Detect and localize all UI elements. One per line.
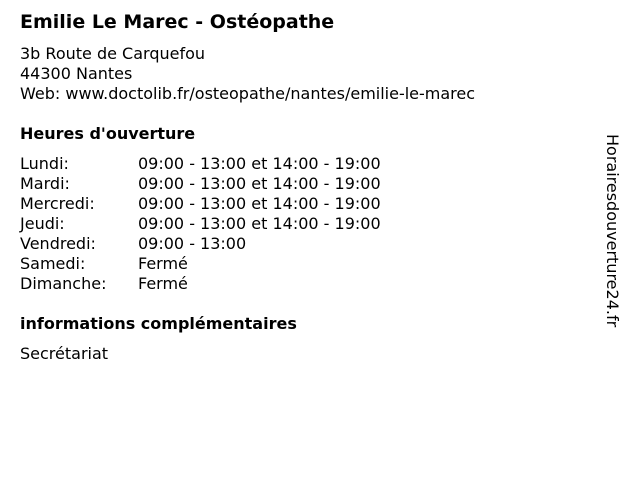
additional-info-text: Secrétariat xyxy=(20,344,109,363)
website-line: Web: www.doctolib.fr/osteopathe/nantes/emilie-le-marec xyxy=(20,84,476,103)
site-watermark: Horairesdouverture24.fr xyxy=(603,134,622,328)
day-label: Mercredi: xyxy=(20,194,95,213)
address-block xyxy=(20,44,475,104)
time-value: 09:00 - 13:00 et 14:00 - 19:00 xyxy=(138,214,381,233)
hours-row-thursday xyxy=(20,214,381,234)
hours-row-friday xyxy=(20,234,381,254)
hours-row-monday xyxy=(20,154,381,174)
day-label: Vendredi: xyxy=(20,234,96,253)
opening-hours-heading: Heures d'ouverture xyxy=(20,124,196,143)
hours-row-sunday xyxy=(20,274,381,294)
day-label: Dimanche: xyxy=(20,274,107,293)
time-value: 09:00 - 13:00 xyxy=(138,234,247,253)
hours-row-saturday xyxy=(20,254,381,274)
hours-row-tuesday xyxy=(20,174,381,194)
opening-hours-table xyxy=(20,154,381,294)
time-value: 09:00 - 13:00 et 14:00 - 19:00 xyxy=(138,194,381,213)
address-street: 3b Route de Carquefou xyxy=(20,44,206,63)
time-value: Fermé xyxy=(138,274,188,293)
business-title: Emilie Le Marec - Ostéopathe xyxy=(20,11,335,33)
day-label: Mardi: xyxy=(20,174,70,193)
hours-row-wednesday xyxy=(20,194,381,214)
time-value: 09:00 - 13:00 et 14:00 - 19:00 xyxy=(138,154,381,173)
day-label: Samedi: xyxy=(20,254,86,273)
day-label: Jeudi: xyxy=(20,214,65,233)
address-city: 44300 Nantes xyxy=(20,64,133,83)
day-label: Lundi: xyxy=(20,154,69,173)
time-value: 09:00 - 13:00 et 14:00 - 19:00 xyxy=(138,174,381,193)
additional-info-heading: informations complémentaires xyxy=(20,314,297,333)
time-value: Fermé xyxy=(138,254,188,273)
